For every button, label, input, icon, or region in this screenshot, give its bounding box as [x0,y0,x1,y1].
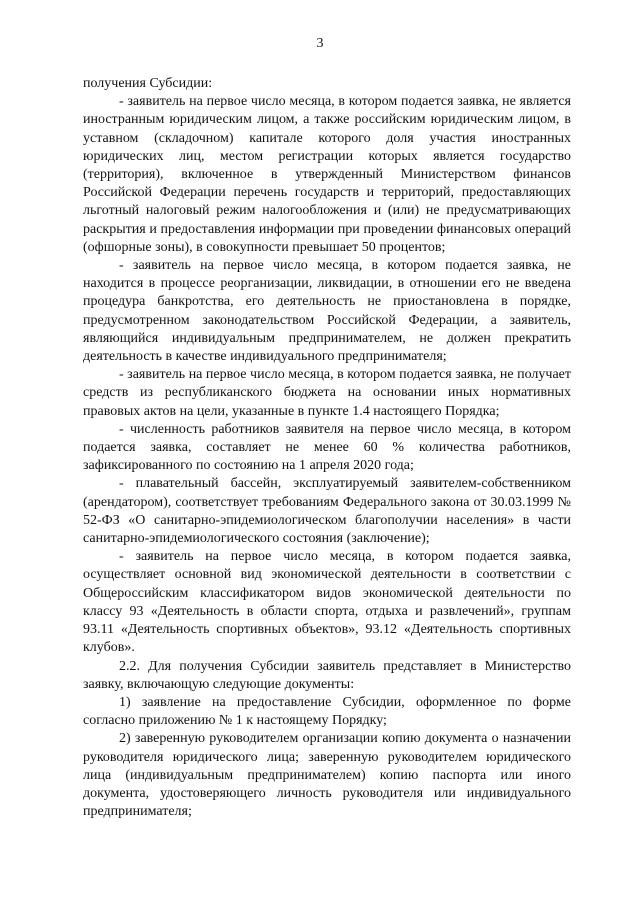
paragraph-section-2-2: 2.2. Для получения Субсидии заявитель представляет в Министерство заявку, включающую следующие документы: [83,658,571,692]
page-number: 3 [316,36,324,51]
paragraph-condition-reorganization: - заявитель на первое число месяца, в котором подается заявка, не находится в процессе реорганизации, ликвидации, в отношении его не введена процедура банкротства, его деятельность не приостановлена в порядке, предусмотренном законодательством Российской Федерации, а заявитель, являющийся индивидуальным предпринимателем, не должен прекратить деятельность в качестве индивидуального предпринимателя; [83,258,571,365]
paragraph-condition-employees: - численность работников заявителя на первое число месяца, в котором подается заявка, составляет не менее 60 % количества работников, зафиксированного по состоянию на 1 апреля 2020 года; [83,421,571,474]
document-body [83,75,571,821]
paragraph-document-2: 2) заверенную руководителем организации копию документа о назначении руководителя юридического лица; заверенную руководителем юридического лица (индивидуальным предпринимателем) копию паспорта или иного документа, удостоверяющего личность руководителя или индивидуального предпринимателя; [83,731,571,820]
paragraph-condition-pool: - плавательный бассейн, эксплуатируемый заявителем-собственником (арендатором), соответствует требованиям Федерального закона от 30.03.1999 № 52-ФЗ «О санитарно-эпидемиологическом благополучии населения» в части санитарно-эпидемиологического состояния (заключение); [83,476,571,547]
paragraph-condition-okved: - заявитель на первое число месяца, в котором подается заявка, осуществляет основной вид экономической деятельности в соответствии с Общероссийским классификатором видов экономической деятельности по классу 93 «Деятельность в области спорта, отдыха и развлечений», группам 93.11 «Деятельность спортивных объектов», 93.12 «Деятельность спортивных клубов». [83,549,571,656]
paragraph-condition-budget: - заявитель на первое число месяца, в котором подается заявка, не получает средств из республиканского бюджета на основании иных нормативных правовых актов на цели, указанные в пункте 1.4 настоящего Порядка; [83,367,571,419]
paragraph-condition-foreign: - заявитель на первое число месяца, в котором подается заявка, не является иностранным юридическим лицом, а также российским юридическим лицом, в уставном (складочном) капитале которого доля участия иностранных юридических лиц, местом регистрации которых является государство (территория), включенное в утвержденный Министерством финансов Российской Федерации перечень государств и территорий, предоставляющих льготный налоговый режим налогообложения и (или) не предусматривающих раскрытия и предоставления информации при проведении финансовых операций (офшорные зоны), в совокупности превышает 50 процентов; [83,94,571,255]
paragraph-document-1: 1) заявление на предоставление Субсидии, оформленное по форме согласно приложению № 1 к настоящему Порядку; [83,694,571,729]
paragraph-intro: получения Субсидии: [83,76,213,91]
